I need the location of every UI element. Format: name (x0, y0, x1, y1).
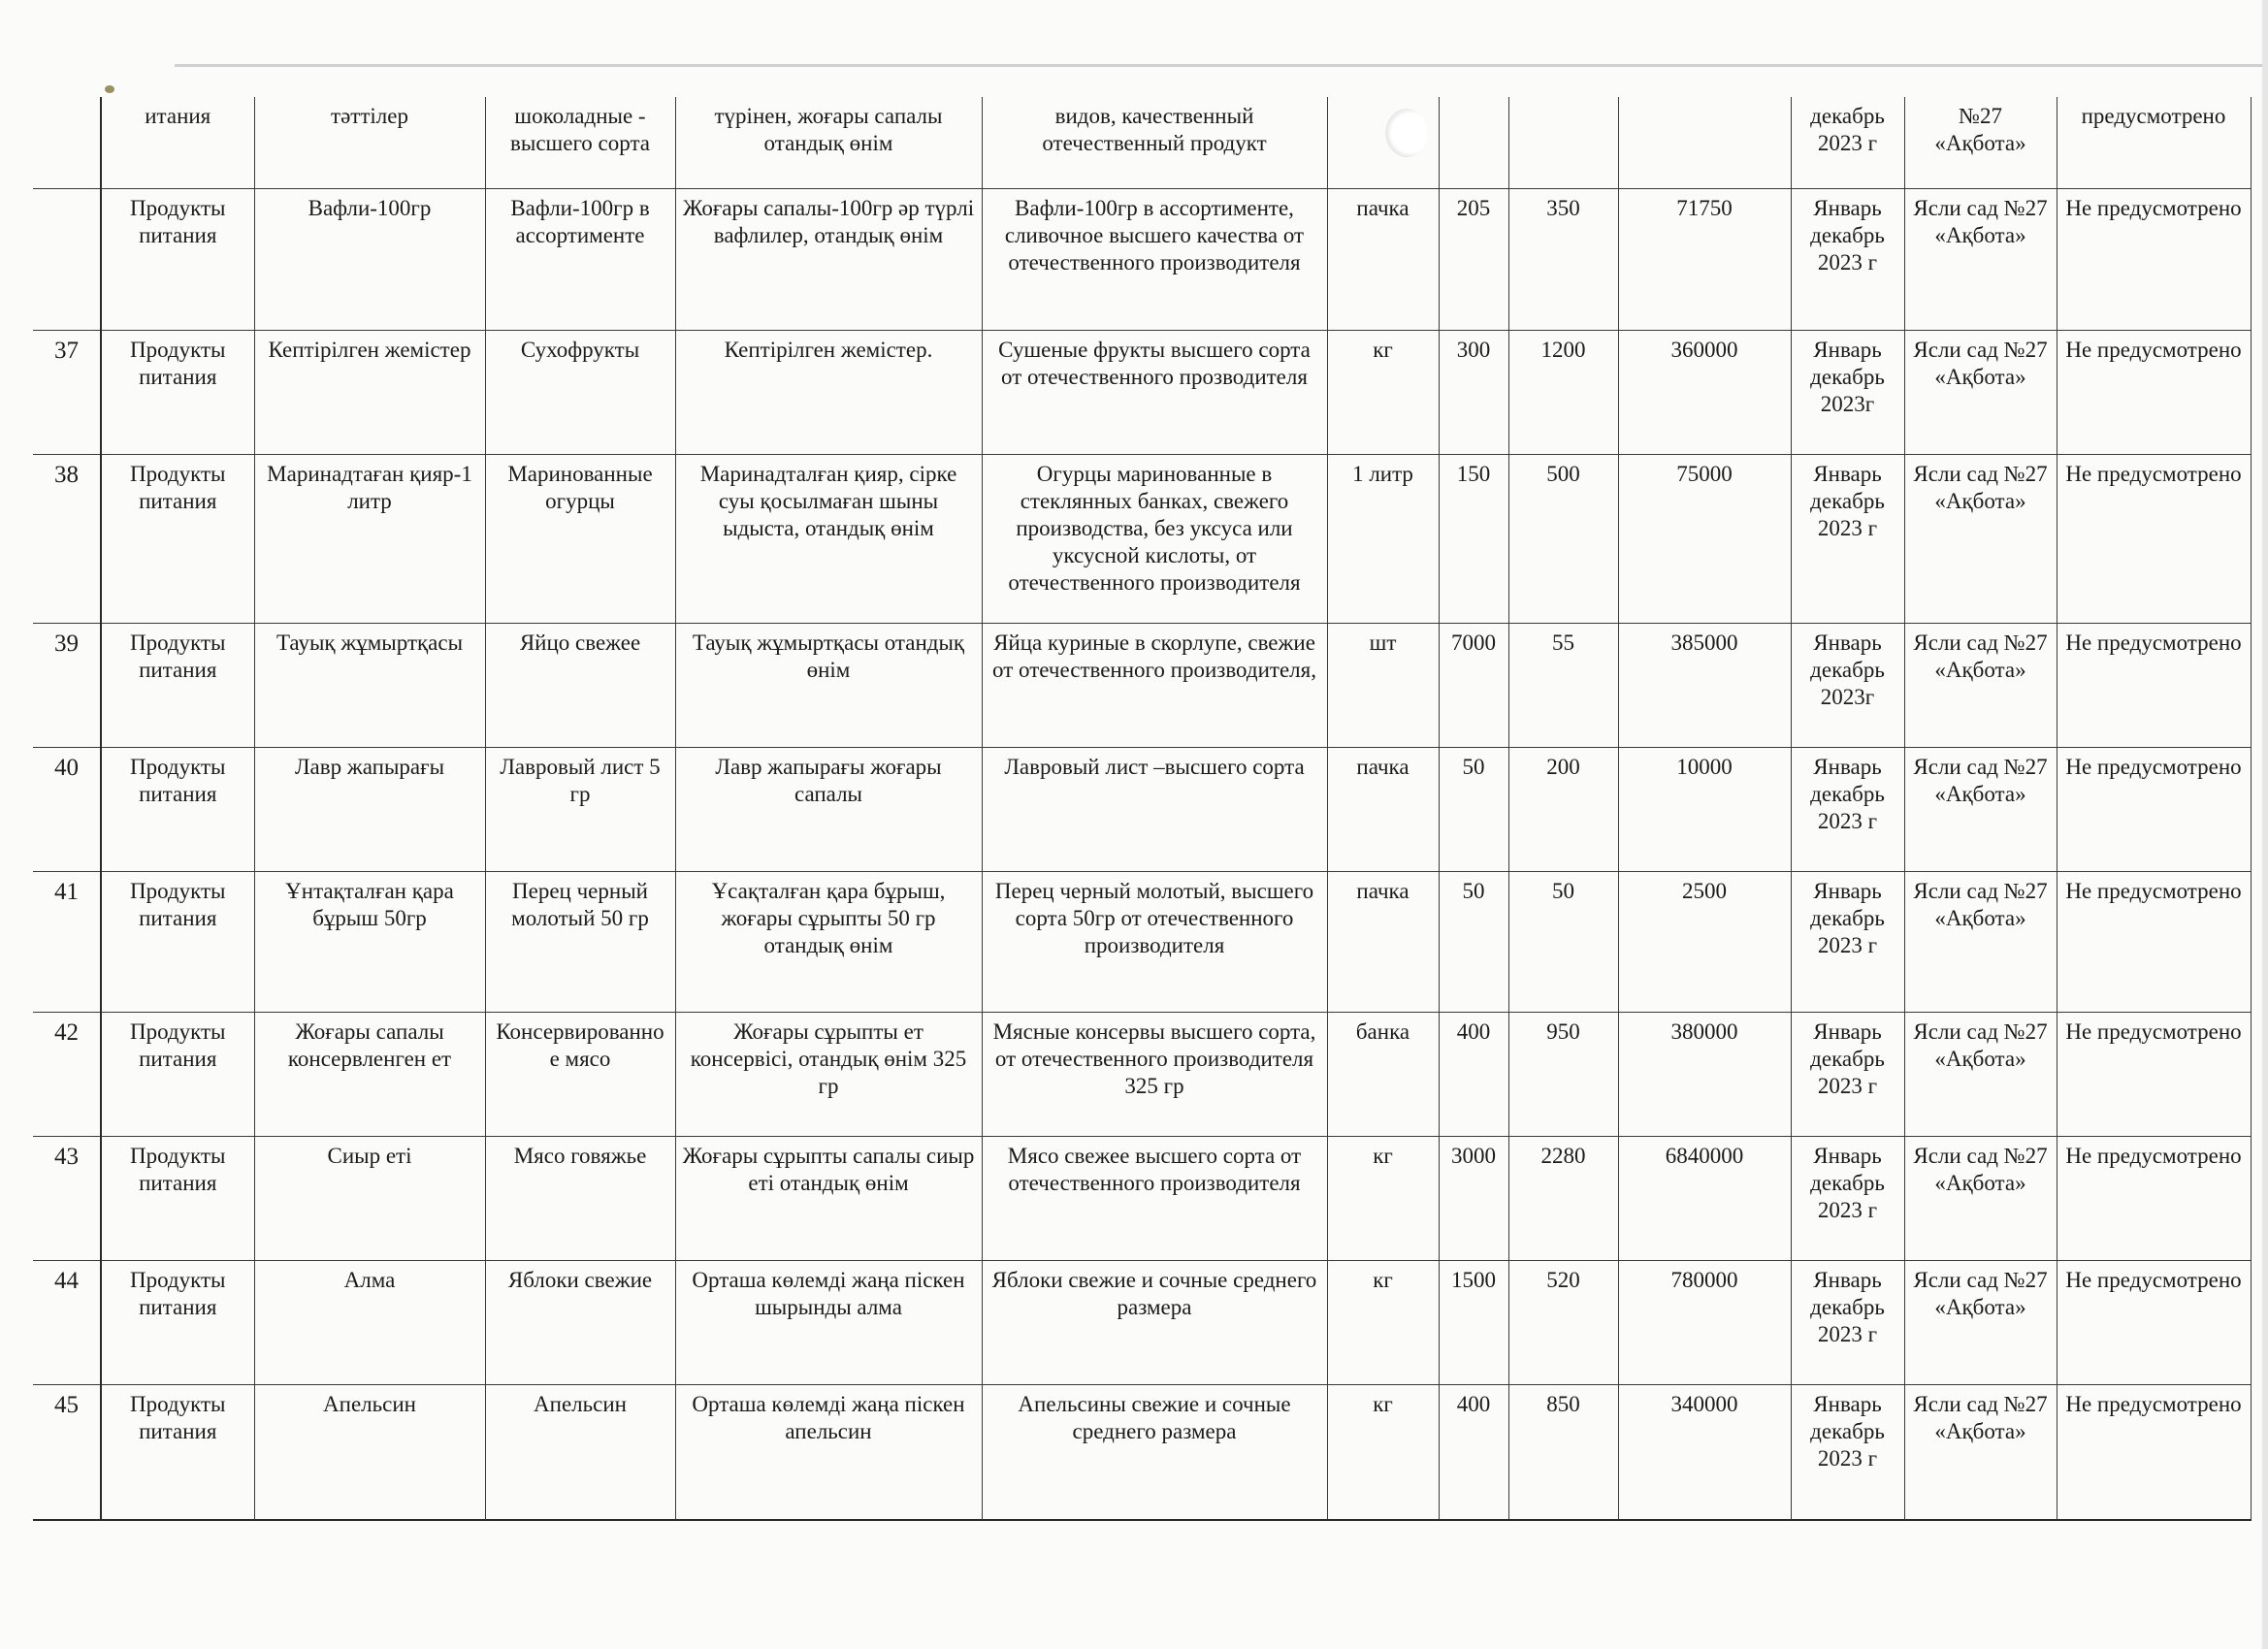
qty-cell (1439, 97, 1508, 188)
desc-ru-cell: видов, качественный отечественный продукт (982, 97, 1327, 188)
name-ru-cell: Вафли-100гр в ассортименте (485, 188, 675, 330)
category-cell: Продукты питания (101, 454, 254, 623)
advance-cell: Не предусмотрено (2057, 1136, 2251, 1260)
period-cell: Январь декабрь 2023 г (1791, 1136, 1904, 1260)
desc-kz-cell: Орташа көлемді жаңа піскен шырынды алма (675, 1260, 982, 1384)
place-cell: Ясли сад №27 «Ақбота» (1904, 1136, 2057, 1260)
table-row (33, 623, 2251, 747)
price-cell: 55 (1508, 623, 1618, 747)
table-row (33, 454, 2251, 623)
qty-cell: 400 (1439, 1012, 1508, 1136)
name-ru-cell: Консервированное мясо (485, 1012, 675, 1136)
sum-cell (1618, 97, 1791, 188)
period-cell: Январь декабрь 2023г (1791, 623, 1904, 747)
place-cell: №27 «Ақбота» (1904, 97, 2057, 188)
unit-cell: шт (1327, 623, 1439, 747)
table-row (33, 747, 2251, 871)
desc-ru-cell: Лавровый лист –высшего сорта (982, 747, 1327, 871)
qty-cell: 3000 (1439, 1136, 1508, 1260)
table-row (33, 871, 2251, 1012)
desc-kz-cell: Ұсақталған қара бұрыш, жоғары сұрыпты 50 гр отандық өнім (675, 871, 982, 1012)
category-cell: Продукты питания (101, 1384, 254, 1520)
advance-cell: Не предусмотрено (2057, 871, 2251, 1012)
advance-cell: Не предусмотрено (2057, 454, 2251, 623)
category-cell: Продукты питания (101, 1012, 254, 1136)
qty-cell: 1500 (1439, 1260, 1508, 1384)
procurement-table (33, 97, 2252, 1521)
place-cell: Ясли сад №27 «Ақбота» (1904, 330, 2057, 454)
price-cell: 500 (1508, 454, 1618, 623)
desc-ru-cell: Сушеные фрукты высшего сорта от отечественного прозводителя (982, 330, 1327, 454)
name-kz-cell: Жоғары сапалы консервленген ет (254, 1012, 485, 1136)
sum-cell: 340000 (1618, 1384, 1791, 1520)
advance-cell: Не предусмотрено (2057, 623, 2251, 747)
unit-cell: кг (1327, 1136, 1439, 1260)
desc-kz-cell: Орташа көлемді жаңа піскен апельсин (675, 1384, 982, 1520)
price-cell: 950 (1508, 1012, 1618, 1136)
row-number: 43 (33, 1136, 101, 1260)
category-cell: Продукты питания (101, 623, 254, 747)
period-cell: декабрь 2023 г (1791, 97, 1904, 188)
place-cell: Ясли сад №27 «Ақбота» (1904, 188, 2057, 330)
sum-cell: 6840000 (1618, 1136, 1791, 1260)
desc-ru-cell: Мясо свежее высшего сорта от отечественного производителя (982, 1136, 1327, 1260)
unit-cell: пачка (1327, 188, 1439, 330)
period-cell: Январь декабрь 2023 г (1791, 1260, 1904, 1384)
category-cell: Продукты питания (101, 871, 254, 1012)
sum-cell: 10000 (1618, 747, 1791, 871)
paper-fold-shadow (175, 64, 2268, 67)
sum-cell: 71750 (1618, 188, 1791, 330)
row-number (33, 97, 101, 188)
row-number: 39 (33, 623, 101, 747)
desc-ru-cell: Вафли-100гр в ассортименте, сливочное высшего качества от отечественного производителя (982, 188, 1327, 330)
category-cell: Продукты питания (101, 1260, 254, 1384)
name-kz-cell: Алма (254, 1260, 485, 1384)
desc-kz-cell: Жоғары сұрыпты ет консервісі, отандық өнім 325 гр (675, 1012, 982, 1136)
unit-cell: кг (1327, 330, 1439, 454)
desc-kz-cell: Маринадталған қияр, сірке суы қосылмаған шыны ыдыста, отандық өнім (675, 454, 982, 623)
place-cell: Ясли сад №27 «Ақбота» (1904, 454, 2057, 623)
price-cell: 520 (1508, 1260, 1618, 1384)
table-row (33, 1136, 2251, 1260)
qty-cell: 50 (1439, 747, 1508, 871)
desc-ru-cell: Огурцы маринованные в стеклянных банках, свежего производства, без уксуса или уксусной кислоты, от отечественного производителя (982, 454, 1327, 623)
desc-ru-cell: Яблоки свежие и сочные среднего размера (982, 1260, 1327, 1384)
desc-kz-cell: Лавр жапырағы жоғары сапалы (675, 747, 982, 871)
period-cell: Январь декабрь 2023 г (1791, 454, 1904, 623)
desc-kz-cell: Тауық жұмыртқасы отандық өнім (675, 623, 982, 747)
category-cell: Продукты питания (101, 747, 254, 871)
name-kz-cell: Ұнтақталған қара бұрыш 50гр (254, 871, 485, 1012)
name-kz-cell: Апельсин (254, 1384, 485, 1520)
name-kz-cell: Лавр жапырағы (254, 747, 485, 871)
advance-cell: Не предусмотрено (2057, 330, 2251, 454)
row-number: 37 (33, 330, 101, 454)
row-number: 38 (33, 454, 101, 623)
sum-cell: 2500 (1618, 871, 1791, 1012)
desc-kz-cell: түрінен, жоғары сапалы отандық өнім (675, 97, 982, 188)
table-row (33, 188, 2251, 330)
sum-cell: 360000 (1618, 330, 1791, 454)
name-kz-cell: Сиыр еті (254, 1136, 485, 1260)
name-ru-cell: Апельсин (485, 1384, 675, 1520)
name-ru-cell: шоколадные - высшего сорта (485, 97, 675, 188)
name-ru-cell: Мясо говяжье (485, 1136, 675, 1260)
unit-cell: пачка (1327, 871, 1439, 1012)
price-cell: 50 (1508, 871, 1618, 1012)
desc-kz-cell: Жоғары сапалы-100гр әр түрлі вафлилер, отандық өнім (675, 188, 982, 330)
name-ru-cell: Яблоки свежие (485, 1260, 675, 1384)
row-number: 45 (33, 1384, 101, 1520)
scan-speck (105, 85, 114, 93)
unit-cell: кг (1327, 1260, 1439, 1384)
desc-ru-cell: Мясные консервы высшего сорта, от отечественного производителя 325 гр (982, 1012, 1327, 1136)
place-cell: Ясли сад №27 «Ақбота» (1904, 871, 2057, 1012)
desc-ru-cell: Перец черный молотый, высшего сорта 50гр от отечественного производителя (982, 871, 1327, 1012)
price-cell (1508, 97, 1618, 188)
place-cell: Ясли сад №27 «Ақбота» (1904, 623, 2057, 747)
qty-cell: 150 (1439, 454, 1508, 623)
desc-kz-cell: Кептірілген жемістер. (675, 330, 982, 454)
row-number (33, 188, 101, 330)
row-number: 41 (33, 871, 101, 1012)
name-kz-cell: Маринадтаған қияр-1 литр (254, 454, 485, 623)
price-cell: 200 (1508, 747, 1618, 871)
desc-ru-cell: Апельсины свежие и сочные среднего размера (982, 1384, 1327, 1520)
row-number: 42 (33, 1012, 101, 1136)
unit-cell: 1 литр (1327, 454, 1439, 623)
advance-cell: Не предусмотрено (2057, 747, 2251, 871)
row-number: 40 (33, 747, 101, 871)
advance-cell: Не предусмотрено (2057, 1260, 2251, 1384)
place-cell: Ясли сад №27 «Ақбота» (1904, 747, 2057, 871)
category-cell: итания (101, 97, 254, 188)
price-cell: 2280 (1508, 1136, 1618, 1260)
category-cell: Продукты питания (101, 1136, 254, 1260)
advance-cell: Не предусмотрено (2057, 188, 2251, 330)
price-cell: 350 (1508, 188, 1618, 330)
name-ru-cell: Сухофрукты (485, 330, 675, 454)
qty-cell: 50 (1439, 871, 1508, 1012)
place-cell: Ясли сад №27 «Ақбота» (1904, 1384, 2057, 1520)
period-cell: Январь декабрь 2023 г (1791, 1012, 1904, 1136)
name-ru-cell: Маринованные огурцы (485, 454, 675, 623)
unit-cell: банка (1327, 1012, 1439, 1136)
period-cell: Январь декабрь 2023 г (1791, 1384, 1904, 1520)
period-cell: Январь декабрь 2023 г (1791, 871, 1904, 1012)
desc-ru-cell: Яйца куриные в скорлупе, свежие от отечественного производителя, (982, 623, 1327, 747)
name-kz-cell: Кептірілген жемістер (254, 330, 485, 454)
name-ru-cell: Лавровый лист 5 гр (485, 747, 675, 871)
sum-cell: 75000 (1618, 454, 1791, 623)
sum-cell: 780000 (1618, 1260, 1791, 1384)
name-kz-cell: Тауық жұмыртқасы (254, 623, 485, 747)
place-cell: Ясли сад №27 «Ақбота» (1904, 1260, 2057, 1384)
qty-cell: 400 (1439, 1384, 1508, 1520)
sum-cell: 385000 (1618, 623, 1791, 747)
unit-cell: кг (1327, 1384, 1439, 1520)
name-kz-cell: Вафли-100гр (254, 188, 485, 330)
table-row (33, 1384, 2251, 1520)
category-cell: Продукты питания (101, 330, 254, 454)
period-cell: Январь декабрь 2023г (1791, 330, 1904, 454)
advance-cell: Не предусмотрено (2057, 1012, 2251, 1136)
row-number: 44 (33, 1260, 101, 1384)
hole-punch-mark (1385, 109, 1428, 157)
desc-kz-cell: Жоғары сұрыпты сапалы сиыр еті отандық өнім (675, 1136, 982, 1260)
table-row (33, 1012, 2251, 1136)
qty-cell: 205 (1439, 188, 1508, 330)
table-row-partial (33, 97, 2251, 188)
table-row (33, 330, 2251, 454)
name-kz-cell: тәттілер (254, 97, 485, 188)
table-row (33, 1260, 2251, 1384)
advance-cell: предусмотрено (2057, 97, 2251, 188)
paper-edge (2262, 0, 2268, 1649)
price-cell: 850 (1508, 1384, 1618, 1520)
name-ru-cell: Перец черный молотый 50 гр (485, 871, 675, 1012)
place-cell: Ясли сад №27 «Ақбота» (1904, 1012, 2057, 1136)
name-ru-cell: Яйцо свежее (485, 623, 675, 747)
price-cell: 1200 (1508, 330, 1618, 454)
category-cell: Продукты питания (101, 188, 254, 330)
qty-cell: 300 (1439, 330, 1508, 454)
qty-cell: 7000 (1439, 623, 1508, 747)
sum-cell: 380000 (1618, 1012, 1791, 1136)
period-cell: Январь декабрь 2023 г (1791, 188, 1904, 330)
unit-cell: пачка (1327, 747, 1439, 871)
period-cell: Январь декабрь 2023 г (1791, 747, 1904, 871)
advance-cell: Не предусмотрено (2057, 1384, 2251, 1520)
